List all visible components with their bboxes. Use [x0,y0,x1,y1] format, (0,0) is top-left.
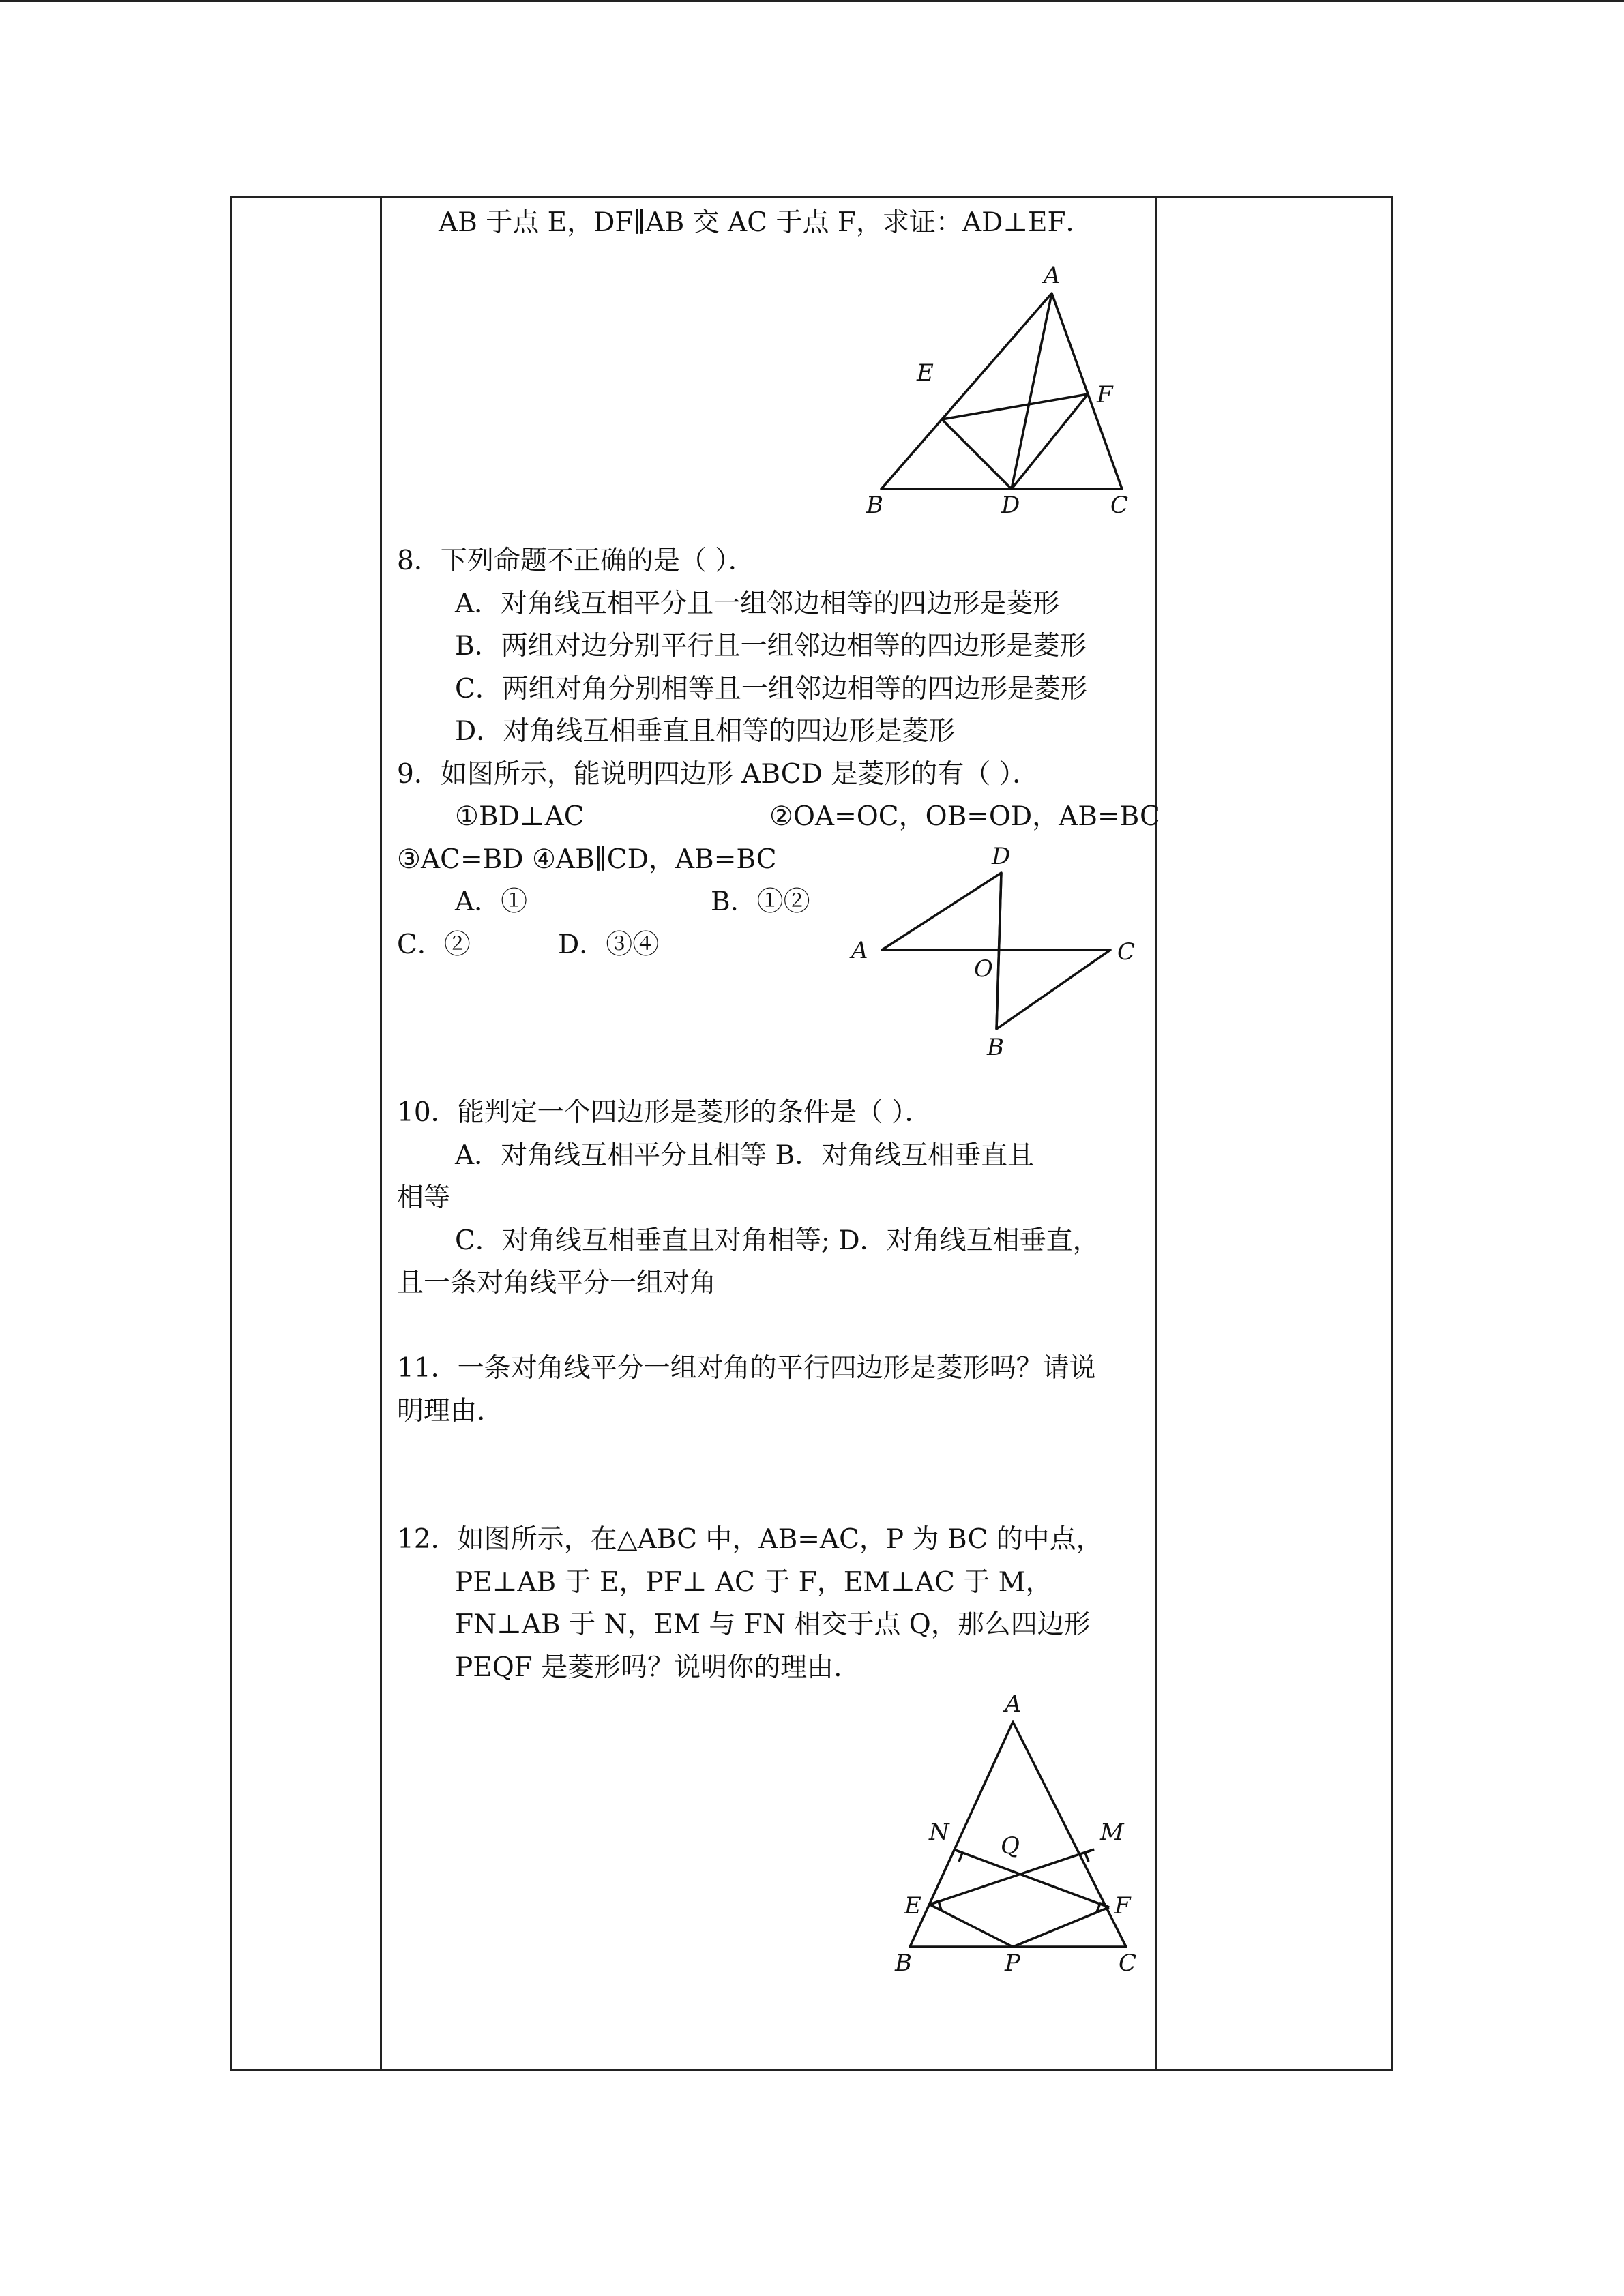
q10-stem: 10．能判定一个四边形是菱形的条件是（ ）． [397,1097,932,1128]
q9-condition-3-4: ③AC=BD ④AB∥CD，AB=BC [397,844,777,875]
q9-label-D: D [992,843,1011,870]
q11-line-2: 明理由. [397,1396,486,1427]
q7-label-E: E [917,359,934,387]
table-bottom-border [230,2069,1393,2071]
q9-label-C: C [1117,938,1136,966]
q7-label-A: A [1044,262,1061,289]
q9-label-O: O [974,955,993,983]
q12-label-A: A [1005,1690,1022,1718]
q12-label-E: E [904,1892,921,1920]
table-top-border [230,196,1393,198]
q9-label-B: B [987,1034,1004,1061]
q12-label-N: N [929,1819,949,1846]
q12-label-F: F [1114,1892,1131,1920]
q12-triangle-diagram [880,1691,1153,1978]
q8-option-a: A．对角线互相平分且一组邻边相等的四边形是菱形 [455,588,1060,619]
q10-line-2: 相等 [397,1182,451,1213]
q12-label-C: C [1119,1950,1137,1977]
q7-label-F: F [1097,381,1113,408]
q10-line-4: 且一条对角线平分一组对角 [397,1268,717,1298]
table-column-divider-2 [1155,196,1157,2071]
q10-line-1: A．对角线互相平分且相等 B．对角线互相垂直且 [455,1140,1035,1171]
table-left-border [230,196,232,2071]
q9-figure [846,840,1146,1065]
q12-label-B: B [895,1950,912,1977]
q7-triangle-diagram [853,259,1139,518]
q9-rhombus-diagram [846,840,1146,1065]
q12-line-3: FN⊥AB 于 N，EM 与 FN 相交于点 Q，那么四边形 [455,1609,1091,1640]
q9-option-a: A．① [455,886,528,917]
q9-label-A: A [851,937,868,964]
q7-label-D: D [1001,492,1020,519]
q7-text: AB 于点 E，DF∥AB 交 AC 于点 F，求证：AD⊥EF． [439,207,1093,238]
q12-line-1: 12．如图所示，在△ABC 中，AB=AC，P 为 BC 的中点， [397,1524,1103,1555]
q12-label-M: M [1100,1819,1124,1846]
q8-option-b: B．两组对边分别平行且一组邻边相等的四边形是菱形 [455,631,1087,661]
page-top-border [0,0,1624,2]
q7-figure [853,259,1139,518]
q7-label-B: B [866,492,883,519]
q10-line-3: C．对角线互相垂直且对角相等; D．对角线互相垂直， [455,1225,1099,1256]
q9-stem: 9．如图所示，能说明四边形 ABCD 是菱形的有（ ）． [397,759,1039,790]
q7-label-C: C [1110,492,1129,519]
q8-option-d: D．对角线互相垂直且相等的四边形是菱形 [455,716,956,747]
table-column-divider-1 [380,196,382,2071]
q9-option-b: B．①② [711,886,810,917]
q12-label-Q: Q [1001,1832,1020,1860]
q11-line-1: 11．一条对角线平分一组对角的平行四边形是菱形吗？请说 [397,1353,1096,1384]
q12-line-2: PE⊥AB 于 E，PF⊥ AC 于 F，EM⊥AC 于 M， [455,1567,1052,1598]
q9-option-c: C．② [397,929,471,960]
q12-figure [880,1691,1153,1978]
q12-label-P: P [1005,1950,1020,1977]
q9-condition-2: ②OA=OC，OB=OD，AB=BC [769,801,1160,832]
table-right-border [1391,196,1393,2071]
q12-line-4: PEQF 是菱形吗？说明你的理由. [455,1652,842,1683]
q9-option-d: D．③④ [558,929,660,960]
q8-option-c: C．两组对角分别相等且一组邻边相等的四边形是菱形 [455,674,1087,704]
q9-condition-1: ①BD⊥AC [455,801,585,832]
q8-stem: 8．下列命题不正确的是（ ）． [397,546,755,576]
